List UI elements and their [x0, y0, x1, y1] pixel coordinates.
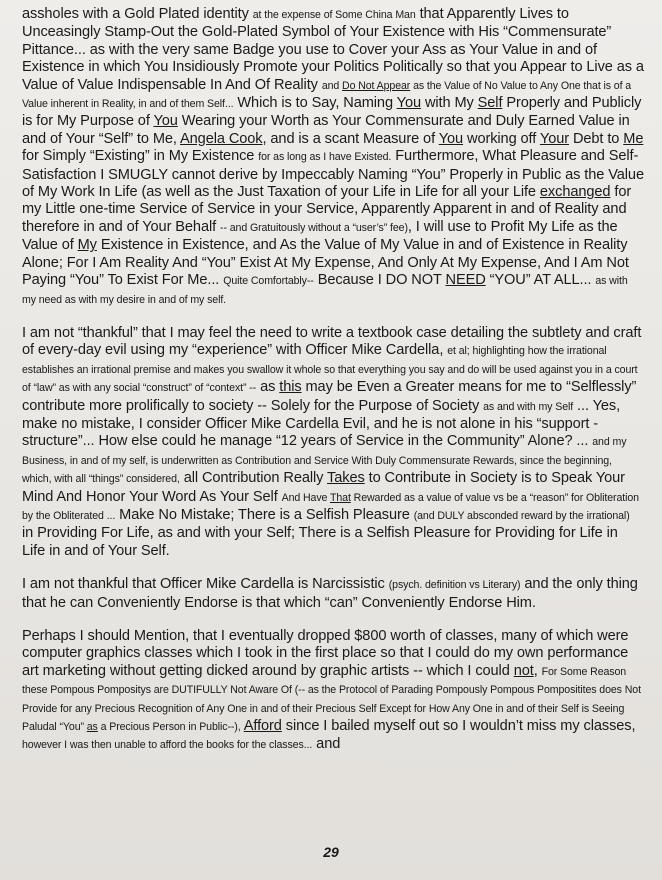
- text-segment: for Simply “Existing” in My Existence: [22, 148, 259, 165]
- text-segment: Which is to Say, Naming: [233, 95, 397, 112]
- text-segment: that Apparently Lives to Unceasingly Stamp-Out the Gold-Plated Symbol of Your Existence with His “Commensurate” Pittance... as with the very same Badge you use to Cover your Ass as Your Value in and of Existence in which You Insidiously Promote your Politics Politically so that you Appear to Live as a Value of Value Indispensable In And Of Reality: [22, 6, 644, 93]
- text-segment: And Have: [281, 491, 330, 504]
- text-segment: Wearing your Worth as Your Commensurate and Duly Earned Value in and of Your “Self” to Me,: [22, 113, 630, 147]
- text-segment: Because I DO NOT: [313, 272, 446, 289]
- paragraph-3: [22, 576, 644, 612]
- text-segment: That: [330, 491, 351, 504]
- text-segment: since I bailed myself out so I wouldn’t miss my classes,: [281, 718, 636, 735]
- text-segment: I am not “thankful” that I may feel the need to write a textbook case detailing the subtlety and craft of every-day evil using my “experience” with Officer Mike Cardella,: [22, 324, 642, 359]
- paragraph-1: [22, 6, 644, 309]
- text-segment: Your: [539, 130, 569, 147]
- text-segment: for as long as I have Existed.: [258, 151, 392, 164]
- text-segment: (and DULY absconded reward by the irrational): [413, 509, 630, 522]
- text-segment: You: [438, 130, 464, 147]
- text-segment: NEED: [445, 272, 486, 289]
- text-segment: and the only thing that he can Conveniently Endorse is that which “can” Conveniently Endorse Him.: [22, 576, 638, 611]
- text-segment: may be Even a Greater means for me to “Selflessly” contribute more prolifically to society -- Solely for the Purpose of Society: [22, 379, 637, 414]
- text-segment: ,: [533, 662, 542, 679]
- text-segment: Takes: [327, 470, 365, 487]
- text-segment: “YOU” AT ALL...: [485, 272, 596, 289]
- text-segment: I am not thankful that Officer Mike Cardella is Narcissistic: [22, 576, 389, 593]
- text-segment: Debt to: [569, 130, 624, 147]
- text-segment: Do Not Appear: [342, 79, 411, 92]
- text-segment: as: [256, 379, 280, 396]
- text-segment: assholes with a Gold Plated identity: [22, 6, 253, 22]
- text-segment: You: [153, 113, 178, 130]
- text-segment: Perhaps I should Mention, that I eventually dropped $800 worth of classes, many of which were computer graphics classes which I took in the first place so that I could do my own performance art marketing without getting dicked around by graphic artists -- which I could: [22, 628, 629, 679]
- text-segment: in Providing For Life, as and with your Self; There is a Selfish Pleasure for Providing for Life in Life in and of Your Self.: [22, 525, 618, 559]
- text-segment: exchanged: [539, 184, 611, 201]
- text-segment: Properly and Publicly is for My Purpose of: [22, 95, 642, 130]
- text-segment: and: [312, 736, 341, 753]
- text-segment: as: [86, 721, 98, 734]
- text-segment: -- and Gratuitously without a “user’s” fee): [220, 221, 408, 234]
- text-segment: Me: [623, 130, 644, 147]
- text-segment: Furthermore, What Pleasure and Self-Satisfaction I SMUGLY cannot derive by Impeccably Naming “You” Properly in Public as the Value of My Work In Life (as well as the Just Taxation of your Life in Life for all your Life: [22, 148, 644, 201]
- text-segment: as with my need as with my desire in and of my self.: [22, 275, 628, 306]
- text-segment: et al; highlighting how the irrational establishes an irrational premise and makes you swallow it whole so that everything you say and do will be used against you in a court of “law” as with any social “construct” of “context” --: [22, 345, 638, 395]
- text-segment: however I was then unable to afford the books for the classes...: [22, 739, 313, 752]
- text-segment: , I will use to Profit My Life as the Value of: [22, 218, 618, 254]
- text-segment: You: [396, 95, 421, 112]
- text-segment: this: [279, 379, 302, 396]
- page-number: 29: [323, 844, 339, 860]
- text-segment: Self: [477, 95, 503, 112]
- text-segment: , and is a scant Measure of: [262, 130, 439, 147]
- text-segment: a Precious Person in Public--),: [97, 721, 241, 734]
- text-segment: Make No Mistake; There is a Selfish Pleasure: [115, 506, 414, 523]
- text-segment: to Contribute in Society is to Speak Your Mind And Honor Your Word As Your Self: [22, 470, 625, 505]
- paragraph-4: [22, 628, 644, 755]
- text-segment: as and with my Self: [483, 400, 574, 413]
- text-segment: all Contribution Really: [179, 470, 328, 487]
- text-segment: (psych. definition vs Literary): [388, 579, 521, 592]
- text-segment: at the expense of Some China Man: [252, 9, 416, 21]
- text-segment: For Some Reason these Pompous Pompositys are DUTIFULLY Not Aware Of (-- as the Protocol of Parading Pompously Pompous Pompositites does Not Provide for any Precious Recognition of Any One in and of their Precious Self Except for How Any One in and of their Self is Seeing Paludal “You”: [22, 665, 641, 734]
- text-segment: My: [77, 237, 97, 254]
- text-segment: and: [321, 79, 343, 92]
- paragraph-2: [22, 325, 644, 560]
- text-segment: not: [513, 662, 534, 679]
- text-segment: with My: [420, 95, 478, 112]
- text-segment: ... Yes, make no mistake, I consider Officer Mike Cardella Evil, and he is not alone in his “support - structure”... How else could he manage “12 years of Service in the Community” Alone? ...: [22, 397, 621, 450]
- text-segment: Existence in Existence, and As the Value of My Value in and of Existence in Reality Alone; For I Am Reality And “You” Exist At My Expense, And Only At My Expense, And I Am Not Paying “You” To Exist For Me...: [22, 237, 629, 289]
- text-segment: working off: [463, 130, 540, 147]
- text-segment: as the Value of No Value to Any One that is of a Value inherent in Reality, in and of them Self...: [22, 79, 632, 111]
- text-segment: for my Little one-time Service of Service in your Service, Apparently Apparent in and of Reality and therefore in and of Your Behalf: [22, 184, 632, 235]
- text-segment: and my Business, in and of my self, is underwritten as Contribution and Service With Duly Commensurate Rewards, since the beginning, which, with all “things” considered,: [22, 436, 627, 486]
- body-text: [22, 6, 644, 755]
- text-segment: Afford: [243, 718, 282, 735]
- text-segment: Angela Cook: [180, 130, 263, 147]
- text-segment: Rewarded as a value of value vs be a “reason” for Obliteration by the Obliterated ...: [22, 491, 639, 522]
- text-segment: Quite Comfortably--: [223, 275, 314, 288]
